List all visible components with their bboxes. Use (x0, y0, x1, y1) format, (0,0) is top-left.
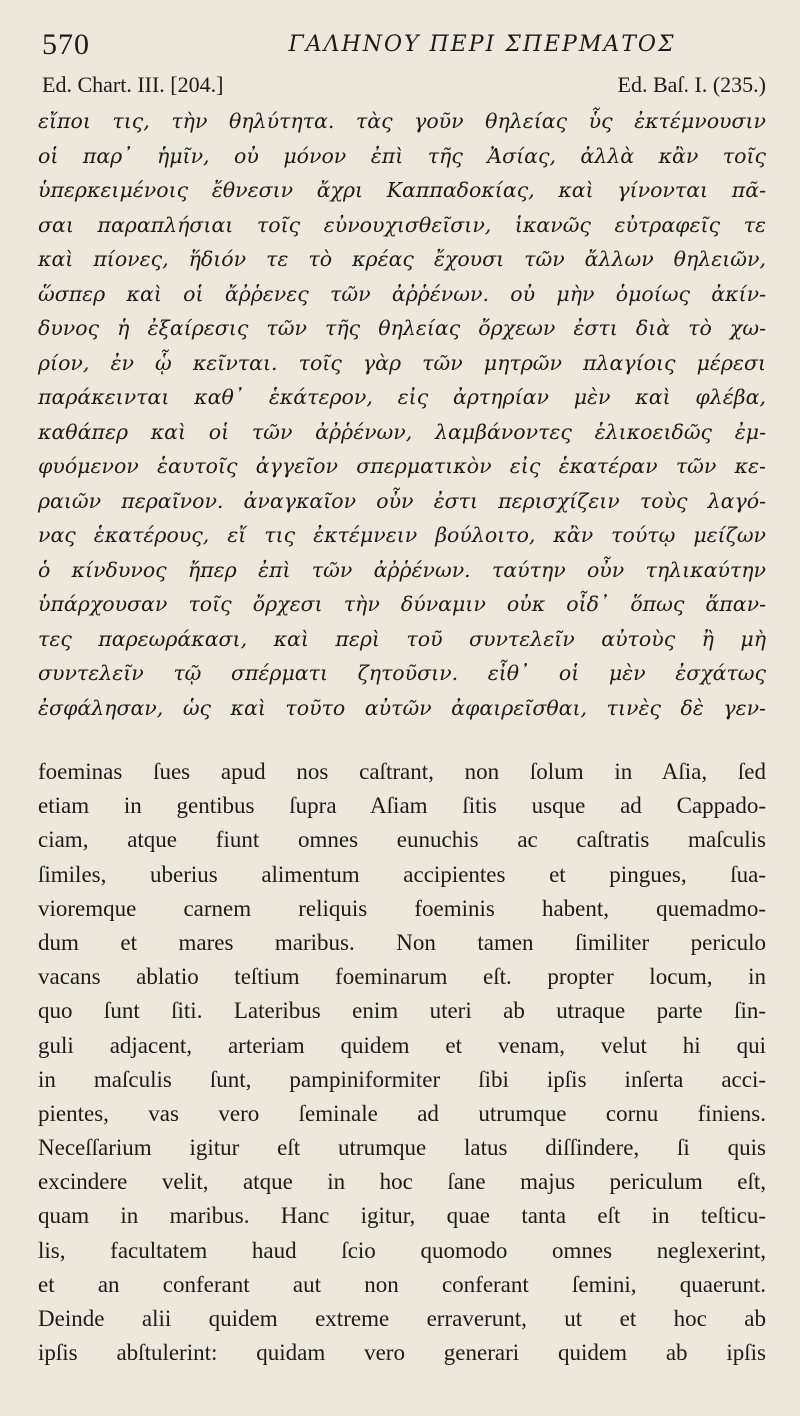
greek-text-line: ὑπερκειμένοις ἔθνεσιν ἄχρι Καππαδοκίας, καὶ γίνονται πᾶ- (38, 178, 766, 202)
greek-text-line: συντελεῖν τῷ σπέρματι ζητοῦσιν. εἶθ᾽ οἱ μὲν ἐσχάτως (38, 661, 766, 685)
edition-basel-ref: Ed. Baſ. I. (235.) (617, 72, 766, 97)
greek-text-line: οἱ παρ᾽ ἡμῖν, οὐ μόνον ἐπὶ τῆς Ἀσίας, ἀλλὰ κἂν τοῖς (38, 143, 766, 168)
edition-chart-ref: Ed. Chart. III. [204.] (42, 72, 224, 97)
latin-text-line: quo ſunt ſiti. Lateribus enim uteri ab utraque parte ſin- (38, 998, 766, 1024)
latin-text-line: et an conferant aut non conferant ſemini, quaerunt. (38, 1271, 766, 1297)
latin-text-line: vioremque carnem reliquis foeminis habent, quemadmo- (38, 895, 766, 921)
latin-text-line: Deinde alii quidem extreme erraverunt, ut et hoc ab (38, 1306, 766, 1331)
latin-text-line: excindere velit, atque in hoc ſane majus periculum eſt, (38, 1169, 766, 1195)
greek-text-line: φυόμενον ἑαυτοῖς ἀγγεῖον σπερματικὸν εἰς ἑκατέραν τῶν κε- (38, 454, 766, 478)
greek-text-line: εἴποι τις, τὴν θηλύτητα. τὰς γοῦν θηλείας ὗς ἐκτέμνουσιν (38, 109, 766, 133)
greek-text-line: ὁ κίνδυνος ἤπερ ἐπὶ τῶν ἀῤῥένων. ταύτην οὖν τηλικαύτην (38, 557, 766, 582)
greek-text-line: ἐσφάλησαν, ὡς καὶ τοῦτο αὐτῶν ἀφαιρεῖσθαι, τινὲς δὲ γεν- (38, 695, 766, 720)
greek-text-block (38, 104, 766, 725)
latin-text-line: ſimiles, uberius alimentum accipientes et pingues, ſua- (38, 861, 766, 887)
running-title: ΓΑΛΗΝΟΥ ΠΕΡΙ ΣΠΕΡΜΑΤΟΣ (288, 32, 676, 57)
greek-text-line: ρίον, ἐν ᾧ κεῖνται. τοῖς γὰρ τῶν μητρῶν πλαγίοις μέρεσι (38, 350, 766, 375)
latin-text-line: vacans ablatio teſtium foeminarum eſt. propter locum, in (38, 964, 766, 990)
greek-text-line: παράκεινται καθ᾽ ἑκάτερον, εἰς ἀρτηρίαν μὲν καὶ φλέβα, (38, 385, 766, 409)
page-number: 570 (42, 28, 90, 61)
greek-text-line: δυνος ἡ ἐξαίρεσις τῶν τῆς θηλείας ὄρχεων ἐστι διὰ τὸ χω- (38, 316, 766, 340)
latin-text-block (38, 755, 766, 1370)
latin-text-line: pientes, vas vero ſeminale ad utrumque cornu finiens. (38, 1100, 766, 1126)
latin-text-line: in maſculis ſunt, pampiniformiter ſibi ipſis inſerta acci- (38, 1066, 766, 1092)
greek-text-line: ραιῶν περαῖνον. ἀναγκαῖον οὖν ἐστι περισχίζειν τοὺς λαγό- (38, 488, 766, 513)
greek-text-line: καθάπερ καὶ οἱ τῶν ἀῤῥένων, λαμβάνοντες ἑλικοειδῶς ἐμ- (38, 419, 766, 444)
greek-text-line: ὥσπερ καὶ οἱ ἄῤῥενες τῶν ἀῤῥένων. οὐ μὴν ὁμοίως ἀκίν- (38, 281, 766, 306)
page-header (38, 26, 766, 66)
latin-text-line: guli adjacent, arteriam quidem et venam, velut hi qui (38, 1032, 766, 1058)
latin-text-line: lis, facultatem haud ſcio quomodo omnes neglexerint, (38, 1237, 766, 1263)
edition-references (38, 72, 766, 102)
latin-text-line: Neceſſarium igitur eſt utrumque latus diſſindere, ſi quis (38, 1135, 766, 1161)
greek-text-line: σαι παραπλήσιαι τοῖς εὐνουχισθεῖσιν, ἱκανῶς εὐτραφεῖς τε (38, 212, 766, 237)
greek-text-line: ὑπάρχουσαν τοῖς ὄρχεσι τὴν δύναμιν οὐκ οἶδ᾽ ὅπως ἅπαν- (38, 592, 766, 616)
latin-text-line: etiam in gentibus ſupra Aſiam ſitis usque ad Cappado- (38, 793, 766, 819)
latin-text-line: ipſis abſtulerint: quidam vero generari quidem ab ipſis (38, 1340, 766, 1366)
greek-text-line: τες παρεωράκασι, καὶ περὶ τοῦ συντελεῖν αὐτοὺς ἢ μὴ (38, 626, 766, 651)
greek-text-line: καὶ πίονες, ἥδιόν τε τὸ κρέας ἔχουσι τῶν ἄλλων θηλειῶν, (38, 247, 766, 271)
greek-text-line: νας ἑκατέρους, εἴ τις ἐκτέμνειν βούλοιτο, κἂν τούτῳ μείζων (38, 523, 766, 547)
latin-text-line: ciam, atque fiunt omnes eunuchis ac caſtratis maſculis (38, 827, 766, 853)
latin-text-line: foeminas ſues apud nos caſtrant, non ſolum in Aſia, ſed (38, 759, 766, 784)
latin-text-line: quam in maribus. Hanc igitur, quae tanta eſt in teſticu- (38, 1203, 766, 1229)
latin-text-line: dum et mares maribus. Non tamen ſimiliter periculo (38, 929, 766, 955)
